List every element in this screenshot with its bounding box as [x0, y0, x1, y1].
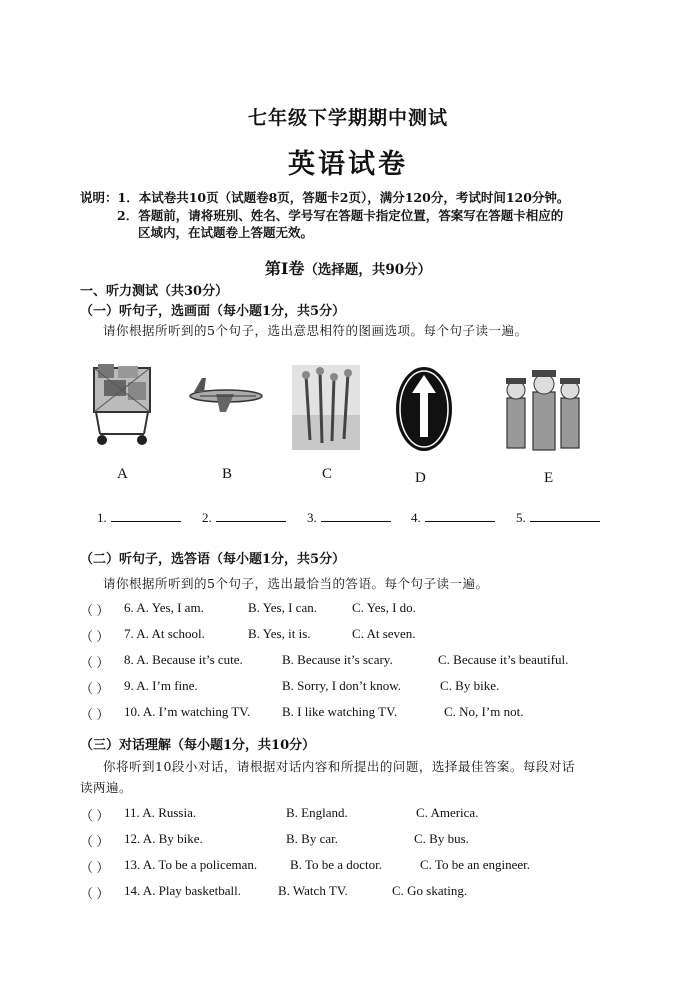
answer-blank-number: 1. — [97, 510, 107, 525]
picture-letter-e: E — [544, 470, 554, 486]
answer-bracket[interactable]: （ ） — [80, 808, 110, 823]
question-12-option-b: B. By car. — [286, 831, 338, 846]
picture-letter-d: D — [415, 470, 426, 486]
sub-section-3-instruction-2: 读两遍。 — [80, 780, 133, 795]
question-6-option-c: C. Yes, I do. — [352, 600, 416, 615]
question-12-option-c: C. By bus. — [414, 831, 469, 846]
question-row-10 — [80, 704, 109, 723]
answer-blank-3[interactable] — [307, 508, 391, 526]
answer-bracket[interactable]: （ ） — [80, 860, 110, 875]
question-13-option-b: B. To be a doctor. — [290, 857, 383, 872]
answer-bracket[interactable]: （ ） — [80, 886, 110, 901]
question-11-option-c: C. America. — [416, 805, 479, 820]
airplane-icon — [186, 376, 266, 416]
question-11-option-b: B. England. — [286, 805, 348, 820]
answer-blank-2[interactable] — [202, 508, 286, 526]
answer-bracket[interactable]: （ ） — [80, 707, 110, 722]
answer-blank-number: 5. — [516, 510, 526, 525]
sub-section-3-instruction-1: 你将听到10段小对话，请根据对话内容和所提出的问题，选择最佳答案。每段对话 — [103, 759, 575, 774]
question-9-option-b: B. Sorry, I don’t know. — [282, 678, 402, 693]
answer-bracket[interactable]: （ ） — [80, 681, 110, 696]
answer-blank-1[interactable] — [97, 508, 181, 526]
instructions-line-2: 2．答题前，请将班别、姓名、学号写在答题卡指定位置，答案写在答题卡相应的 — [117, 208, 564, 223]
question-10-option-c: C. No, I’m not. — [444, 704, 524, 719]
part-one-label: 第Ⅰ卷 — [264, 259, 305, 278]
question-7-option-b: B. Yes, it is. — [248, 626, 311, 641]
question-row-14 — [80, 883, 109, 902]
arrow-sign-icon — [394, 365, 454, 453]
sub-section-2-instruction: 请你根据所听到的5个句子，选出最恰当的答语。每个句子读一遍。 — [103, 576, 489, 591]
question-9-option-a: 9. A. I’m fine. — [124, 678, 198, 693]
sub-section-1-title: （一）听句子，选画面（每小题1分，共5分） — [80, 304, 346, 319]
shopping-cart-icon — [88, 362, 160, 448]
answer-blank-number: 2. — [202, 510, 212, 525]
question-8-option-b: B. Because it’s scary. — [282, 652, 393, 667]
question-10-option-b: B. I like watching TV. — [282, 704, 398, 719]
answer-bracket[interactable]: （ ） — [80, 834, 110, 849]
question-7-option-a: 7. A. At school. — [124, 626, 205, 641]
instructions-line-3: 区域内，在试题卷上答题无效。 — [138, 225, 314, 240]
question-12-option-a: 12. A. By bike. — [124, 831, 203, 846]
picture-letter-b: B — [222, 466, 233, 482]
question-6-option-a: 6. A. Yes, I am. — [124, 600, 204, 615]
answer-bracket[interactable]: （ ） — [80, 603, 110, 618]
exam-title: 七年级下学期期中测试 — [247, 107, 448, 129]
question-11-option-a: 11. A. Russia. — [124, 805, 197, 820]
question-row-11 — [80, 805, 109, 824]
sub-section-2-title: （二）听句子，选答语（每小题1分，共5分） — [80, 552, 346, 567]
question-row-6 — [80, 600, 109, 619]
question-6-option-b: B. Yes, I can. — [248, 600, 317, 615]
question-14-option-c: C. Go skating. — [392, 883, 468, 898]
question-7-option-c: C. At seven. — [352, 626, 416, 641]
question-10-option-a: 10. A. I’m watching TV. — [124, 704, 251, 719]
part-one-subtitle: （选择题，共90分） — [304, 262, 432, 278]
question-row-12 — [80, 831, 109, 850]
question-14-option-a: 14. A. Play basketball. — [124, 883, 241, 898]
question-9-option-c: C. By bike. — [440, 678, 500, 693]
sub-section-3-title: （三）对话理解（每小题1分，共10分） — [80, 738, 316, 753]
question-row-9 — [80, 678, 109, 697]
question-8-option-c: C. Because it’s beautiful. — [438, 652, 569, 667]
answer-bracket[interactable]: （ ） — [80, 629, 110, 644]
answer-blank-5[interactable] — [516, 508, 600, 526]
answer-blank-number: 3. — [307, 510, 317, 525]
picture-letter-a: A — [117, 466, 128, 482]
question-13-option-a: 13. A. To be a policeman. — [124, 857, 258, 872]
instructions-line-1: 说明：1．本试卷共10页（试题卷8页，答题卡2页），满分120分，考试时间120分钟。 — [80, 190, 570, 205]
picture-letter-c: C — [322, 466, 333, 482]
answer-bracket[interactable]: （ ） — [80, 655, 110, 670]
answer-blank-number: 4. — [411, 510, 421, 525]
question-8-option-a: 8. A. Because it’s cute. — [124, 652, 243, 667]
police-officers-icon — [503, 368, 585, 456]
question-14-option-b: B. Watch TV. — [278, 883, 348, 898]
listening-section-title: 一、听力测试（共30分） — [80, 284, 229, 299]
part-one-title — [0, 256, 696, 279]
question-13-option-c: C. To be an engineer. — [420, 857, 531, 872]
question-row-8 — [80, 652, 109, 671]
sub-section-1-instruction: 请你根据所听到的5个句子，选出意思相符的图画选项。每个句子读一遍。 — [103, 323, 528, 338]
answer-blank-4[interactable] — [411, 508, 495, 526]
question-row-13 — [80, 857, 109, 876]
giraffes-icon — [292, 365, 360, 450]
question-row-7 — [80, 626, 109, 645]
exam-subject-title: 英语试卷 — [288, 149, 408, 180]
